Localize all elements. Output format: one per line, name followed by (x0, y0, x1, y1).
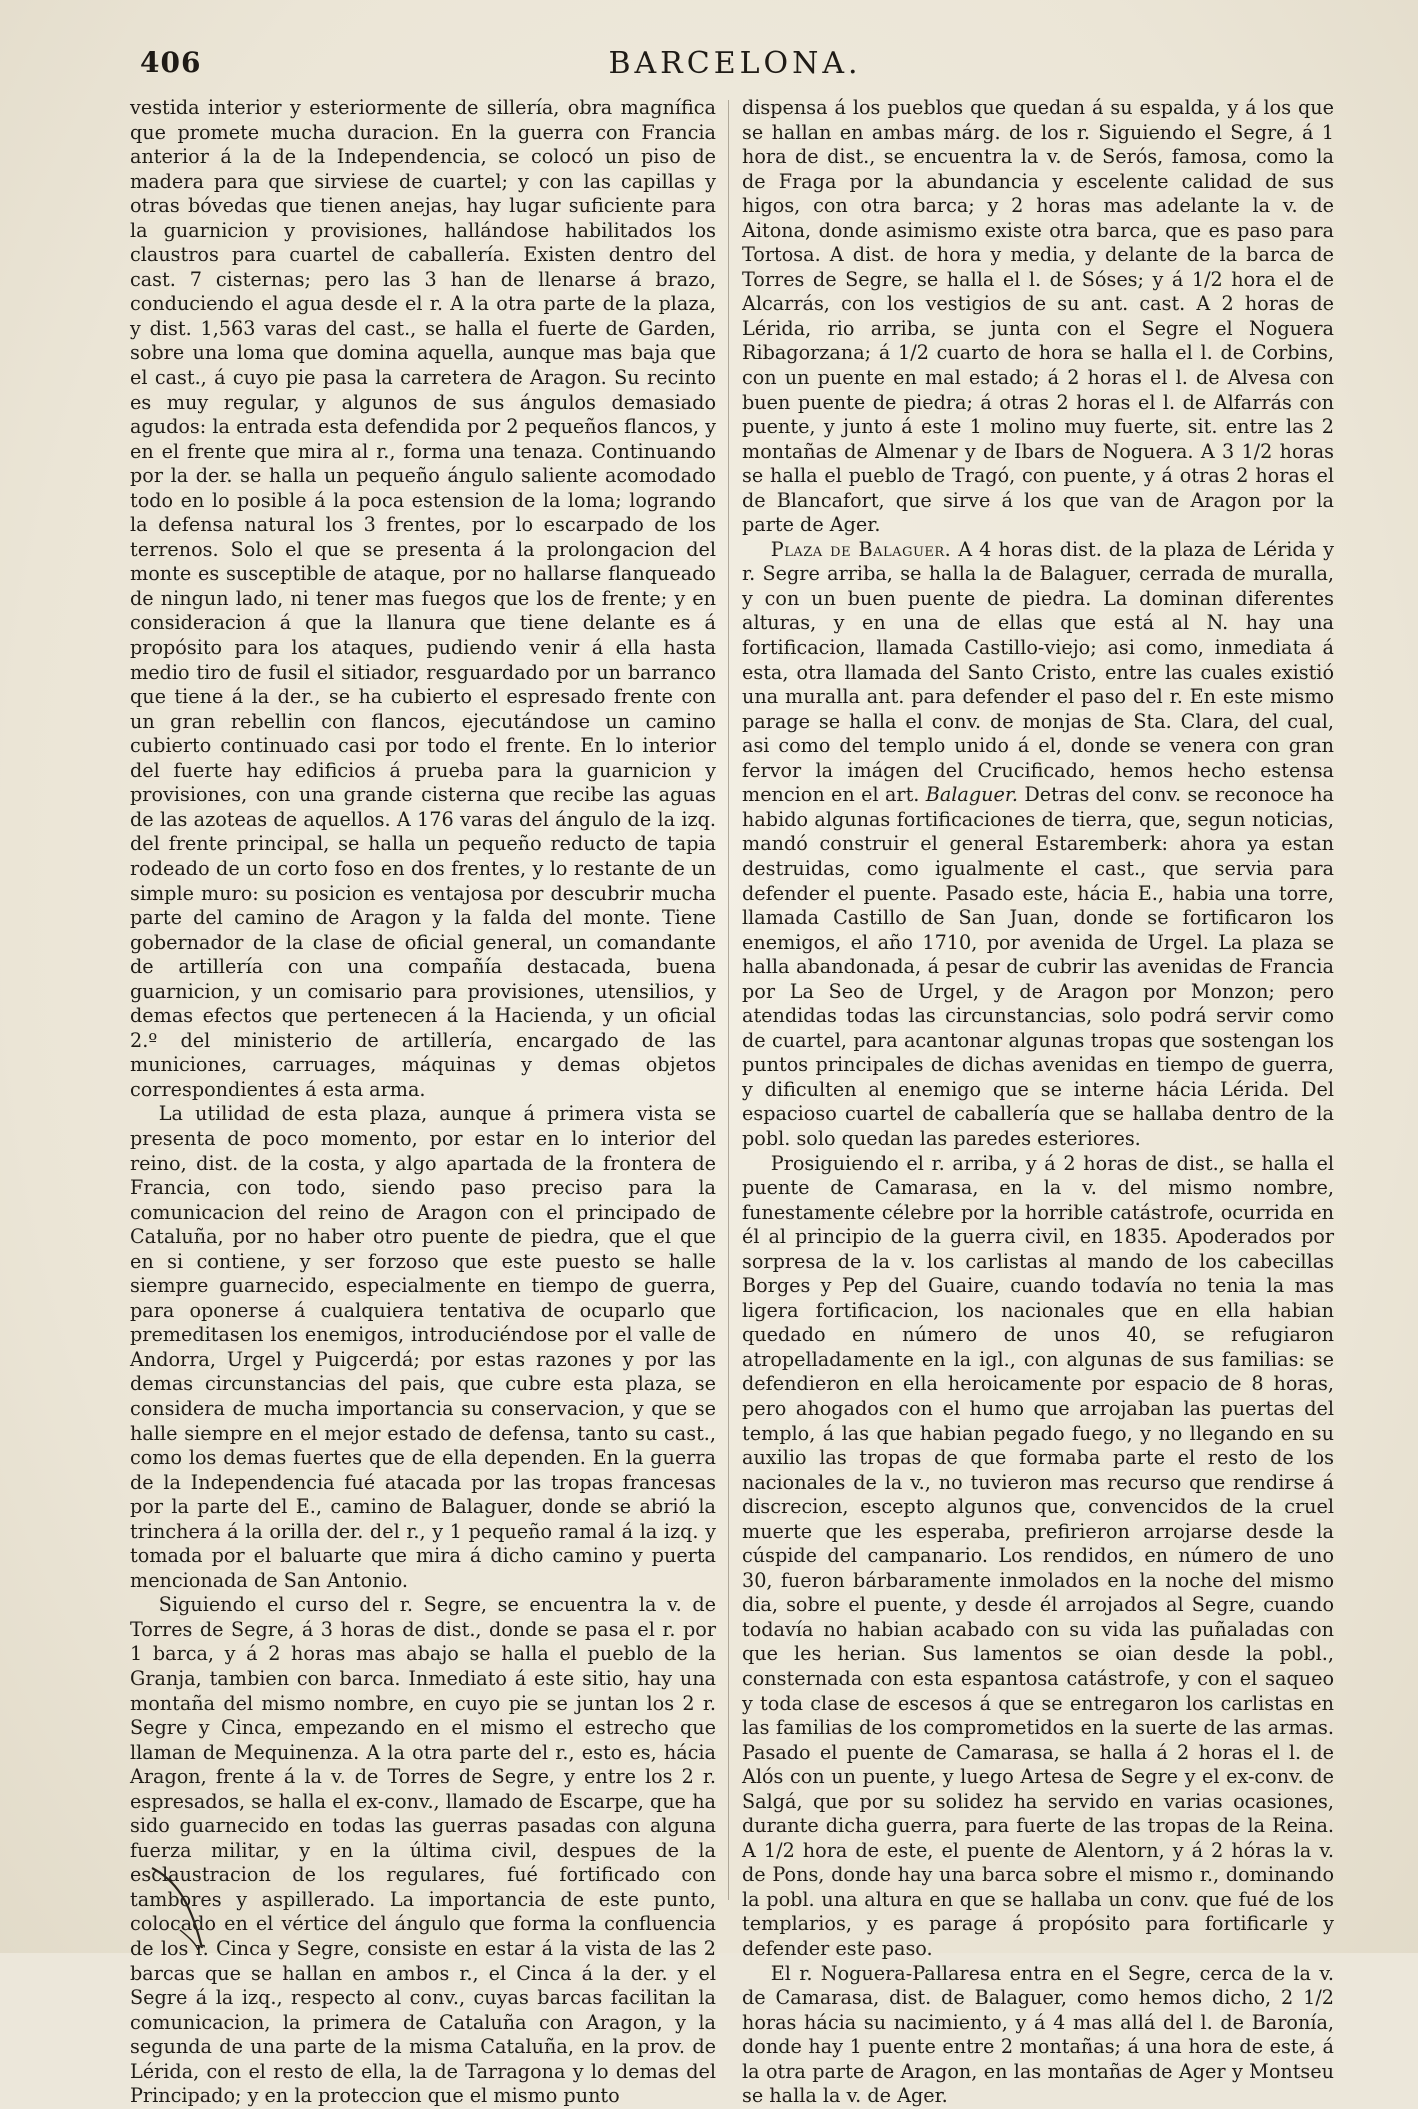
paragraph (742, 538, 1334, 1152)
paragraph-text: vestida interior y esteriormente de sillería, obra magnífica que promete mucha duracion. En la guerra con Francia anterior á la de la Independencia, se colocó un piso de madera para que sirviese de cuartel; y con las capillas y otras bóvedas que tienen anejas, hay lugar suficiente para la guarnicion y provisiones, hallándose habilitados los claustros para cuartel de caballería. Existen dentro del cast. 7 cisternas; pero las 3 han de llenarse á brazo, conduciendo el agua desde el r. A la otra parte de la plaza, y dist. 1,563 varas del cast., se halla el fuerte de Garden, sobre una loma que domina aquella, aunque mas baja que el cast., á cuyo pie pasa la carretera de Aragon. Su recinto es muy regular, y algunos de sus ángulos demasiado agudos: la entrada esta defendida por 2 pequeños flancos, y en el frente que mira al r., forma una tenaza. Continuando por la der. se halla un pequeño ángulo saliente acomodado todo en lo posible á la poca estension de la loma; logrando la defensa natural los 3 frentes, por lo escarpado de los terrenos. Solo el que se presenta á la prolongacion del monte es susceptible de ataque, por no hallarse flanqueado de ningun lado, ni tener mas fuegos que los de frente; y en consideracion á que la llanura que tiene delante es á propósito para los ataques, pudiendo venir á ella hasta medio tiro de fusil el sitiador, resguardado por un barranco que tiene á la der., se ha cubierto el espresado frente con un gran rebellin con flancos, ejecutándose un camino cubierto continuado casi por todo el frente. En lo interior del fuerte hay edificios á prueba para la guarnicion y provisiones, con una grande cisterna que recibe las aguas de las azoteas de aquellos. A 176 varas del ángulo de la izq. del frente principal, se halla un pequeño reducto de tapia rodeado de un corto foso en dos frentes, y lo restante de un simple muro: su posicion es ventajosa por descubrir mucha parte del camino de Aragon y la falda del monte. Tiene gobernador de la clase de oficial general, un comandante de artillería con una compañía destacada, buena guarnicion, y un comisario para provisiones, utensilios, y demas efectos que pertenecen á la Hacienda, y un oficial 2.º del ministerio de artillería, encargado de las municiones, carruages, máquinas y demas objetos correspondientes á esta arma. (130, 96, 716, 1101)
right-text-column (742, 96, 1334, 2109)
paragraph-text: A 4 horas dist. de la plaza de Lérida y r. Segre arriba, se halla la de Balaguer, cerrada de muralla, y con un buen puente de piedra. La dominan diferentes alturas, y en una de ellas que está al N. hay una fortificacion, llamada Castillo-viejo; asi como, inmediata á esta, otra llamada del Santo Cristo, entre las cuales existió una muralla ant. para defender el paso del r. En este mismo parage se halla el conv. de monjas de Sta. Clara, del cual, asi como del templo unido á el, donde se venera con gran fervor la imágen del Crucificado, hemos hecho estensa mencion en el art. (742, 537, 1334, 807)
paragraph-text: Siguiendo el curso del r. Segre, se encuentra la v. de Torres de Segre, á 3 horas de dist., donde se pasa el r. por 1 barca, y á 2 horas mas abajo se halla el pueblo de la Granja, tambien con barca. Inmediato á este sitio, hay una montaña del mismo nombre, en cuyo pie se juntan los 2 r. Segre y Cinca, empezando en el mismo el estrecho que llaman de Mequinenza. A la otra parte del r., esto es, hácia Aragon, frente á la v. de Torres de Segre, y entre los 2 r. espresados, se halla el ex-conv., llamado de Escarpe, que ha sido guarnecido en todas las guerras pasadas con alguna fuerza militar, y en la última civil, despues de la esclaustracion de los regulares, fué fortificado con tambores y aspillerado. La importancia de este punto, colocado en el vértice del ángulo que forma la confluencia de los r. Cinca y Segre, consiste en estar á la vista de las 2 barcas que se hallan en ambos r., el Cinca á la der. y el Segre á la izq., respecto al conv., cuyas barcas facilitan la comunicacion, la primera de Cataluña con Aragon, y la segunda de una parte de la misma Cataluña, en la prov. de Lérida, con el resto de ella, la de Tarragona y lo demas del Principado; y en la proteccion que el mismo punto (130, 1593, 716, 2108)
column-divider (728, 100, 729, 1900)
running-title: BARCELONA. (608, 46, 862, 81)
paragraph (742, 1962, 1334, 2109)
section-lead: Plaza de Balaguer. (770, 537, 952, 561)
paragraph (742, 96, 1334, 538)
paragraph (130, 1593, 716, 2108)
article-reference: Balaguer. (925, 783, 1019, 807)
left-text-column (130, 96, 716, 2109)
paragraph-text-continued: Detras del conv. se reconoce ha habido algunas fortificaciones de tierra, que, segun noticias, mandó construir el general Estaremberk: ahora ya estan destruidas, como igualmente el cast., que servia para defender el puente. Pasado este, hácia E., habia una torre, llamada Castillo de San Juan, donde se fortificaron los enemigos, el año 1710, por avenida de Urgel. La plaza se halla abandonada, á pesar de cubrir las avenidas de Francia por La Seo de Urgel, y de Aragon por Monzon; pero atendidas todas las circunstancias, solo podrá servir como de cuartel, para acantonar algunas tropas que sostengan los puntos principales de dichas avenidas en tiempo de guerra, y dificulten al enemigo que se interne hácia Lérida. Del espacioso cuartel de caballería que se hallaba dentro de la pobl. solo quedan las paredes esteriores. (742, 783, 1334, 1150)
paragraph (742, 1152, 1334, 1962)
paragraph-text: El r. Noguera-Pallaresa entra en el Segre, cerca de la v. de Camarasa, dist. de Balaguer, como hemos dicho, 2 1/2 horas hácia su nacimiento, y á 4 mas allá del l. de Baronía, donde hay 1 puente entre 2 montañas; á una hora de este, á la otra parte de Aragon, en las montañas de Ager y Montseu se halla la v. de Ager. (742, 1961, 1334, 2108)
page-header (140, 46, 1330, 92)
paragraph-text: Prosiguiendo el r. arriba, y á 2 horas de dist., se halla el puente de Camarasa, en la v. del mismo nombre, funestamente célebre por la horrible catástrofe, ocurrida en él al principio de la guerra civil, en 1835. Apoderados por sorpresa de la v. los carlistas al mando de los cabecillas Borges y Pep del Guaire, cuando todavía no tenia la mas ligera fortificacion, los nacionales que en ella habian quedado en número de unos 40, se refugiaron atropelladamente en la igl., con algunas de sus familias: se defendieron en ella heroicamente por espacio de 8 horas, pero ahogados con el humo que arrojaban las puertas del templo, á las que habian pegado fuego, y no llegando en su auxilio las tropas de que formaba parte el resto de los nacionales de la v., no tuvieron mas recurso que rendirse á discrecion, escepto algunos que, convencidos de la cruel muerte que les esperaba, prefirieron arrojarse desde la cúspide del campanario. Los rendidos, en número de uno 30, fueron bárbaramente inmolados en la noche del mismo dia, sobre el puente, y desde él arrojados al Segre, cuando todavía no habian acabado con su vida las puñaladas con que les herian. Sus lamentos se oian desde la pobl., consternada con esta espantosa catástrofe, y con el saqueo y toda clase de escesos á que se entregaron los carlistas en las familias de los comprometidos en la suerte de las armas. Pasado el puente de Camarasa, se halla á 2 horas el l. de Alós con un puente, y luego Artesa de Segre y el ex-conv. de Salgá, que por su solidez ha servido en varias ocasiones, durante dicha guerra, para fuerte de las tropas de la Reina. A 1/2 hora de este, el puente de Alentorn, y á 2 hóras la v. de Pons, donde hay una barca sobre el mismo r., dominando la pobl. una altura en que se hallaba un conv. que fué de los templarios, y es parage á propósito para fortificarle y defender este paso. (742, 1151, 1334, 1961)
scan-mark-icon (150, 1860, 270, 1950)
page-number: 406 (140, 46, 202, 79)
paragraph (130, 1102, 716, 1593)
paragraph (130, 96, 716, 1102)
paragraph-text: dispensa á los pueblos que quedan á su espalda, y á los que se hallan en ambas márg. de los r. Siguiendo el Segre, á 1 hora de dist., se encuentra la v. de Serós, famosa, como la de Fraga por la abundancia y escelente calidad de sus higos, con otra barca; y 2 horas mas adelante la v. de Aitona, donde asimismo existe otra barca, que es paso para Tortosa. A dist. de hora y media, y delante de la barca de Torres de Segre, se halla el l. de Sóses; y á 1/2 hora el de Alcarrás, con los vestigios de su ant. cast. A 2 horas de Lérida, rio arriba, se junta con el Segre el Noguera Ribagorzana; á 1/2 cuarto de hora se halla el l. de Corbins, con un puente en mal estado; á 2 horas el l. de Alvesa con buen puente de piedra; á otras 2 horas el l. de Alfarrás con puente, y junto á este 1 molino muy fuerte, sit. entre las 2 montañas de Almenar y de Ibars de Noguera. A 3 1/2 horas se halla el pueblo de Tragó, con puente, y á otras 2 horas el de Blancafort, que sirve á los que van de Aragon por la parte de Ager. (742, 96, 1334, 537)
paragraph-text: La utilidad de esta plaza, aunque á primera vista se presenta de poco momento, por estar en lo interior del reino, dist. de la costa, y algo apartada de la frontera de Francia, con todo, siendo paso preciso para la comunicacion del reino de Aragon con el principado de Cataluña, por no haber otro puente de piedra, que el que en si contiene, y ser forzoso que este puesto se halle siempre guarnecido, especialmente en tiempo de guerra, para oponerse á cualquiera tentativa de ocuparlo que premeditasen los enemigos, introduciéndose por el valle de Andorra, Urgel y Puigcerdá; por estas razones y por las demas circunstancias del pais, que cubre esta plaza, se considera de mucha importancia su conservacion, y que se halle siempre en el mejor estado de defensa, tanto su cast., como los demas fuertes que de ella dependen. En la guerra de la Independencia fué atacada por las tropas francesas por la parte del E., camino de Balaguer, donde se abrió la trinchera á la orilla der. del r., y 1 pequeño ramal á la izq. y tomada por el baluarte que mira á dicho camino y puerta mencionada de San Antonio. (130, 1102, 716, 1592)
